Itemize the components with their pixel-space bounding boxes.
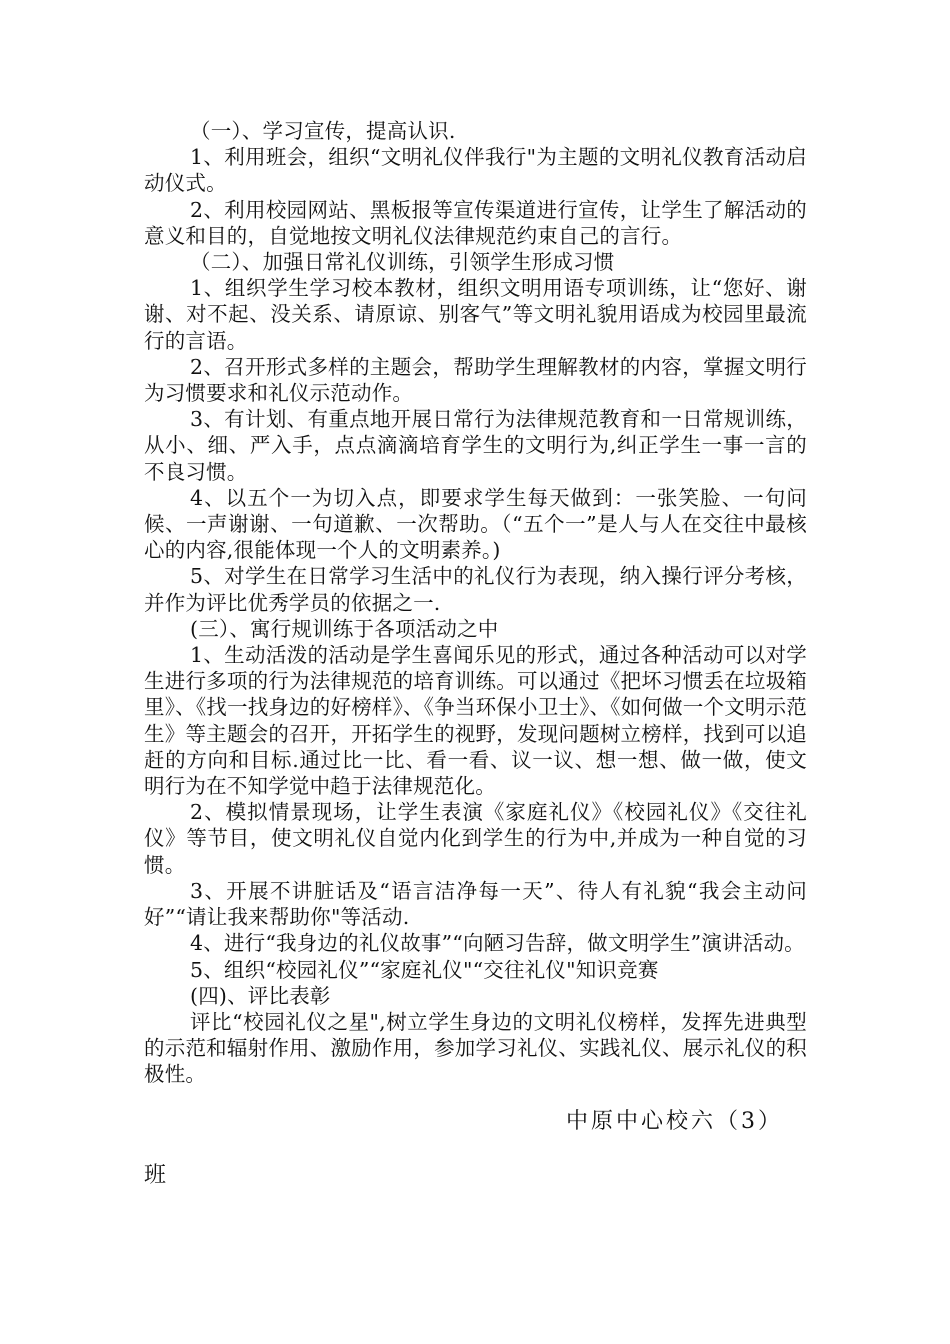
signature-line: 中原中心校六（3） [566, 1109, 783, 1134]
paragraph: 评比“校园礼仪之星",树立学生身边的文明礼仪榜样，发挥先进典型的示范和辐射作用、激励作用，参加学习礼仪、实践礼仪、展示礼仪的积极性。 [144, 1009, 807, 1087]
paragraph: 5、组织“校园礼仪”“家庭礼仪"“交往礼仪"知识竞赛 [190, 957, 659, 982]
section-heading-4: (四)、评比表彰 [190, 983, 331, 1008]
document-body [144, 118, 807, 1088]
paragraph: 2、模拟情景现场，让学生表演《家庭礼仪》《校园礼仪》《交往礼仪》等节目，使文明礼仪自觉内化到学生的行为中,并成为一种自觉的习惯。 [144, 800, 807, 877]
paragraph: 3、有计划、有重点地开展日常行为法律规范教育和一日常规训练，从小、细、严入手，点点滴滴培育学生的文明行为,纠正学生一事一言的不良习惯。 [144, 407, 807, 484]
section-heading-1: （一）、学习宣传，提高认识. [190, 119, 456, 143]
paragraph: 3、开展不讲脏话及“语言洁净每一天”、待人有礼貌“我会主动问好”“请让我来帮助你"等活动. [144, 878, 807, 930]
paragraph: 1、生动活泼的活动是学生喜闻乐见的形式，通过各种活动可以对学生进行多项的行为法律规范的培育训练。可以通过《把坏习惯丢在垃圾箱里》、《找一找身边的好榜样》、《争当环保小卫士》、《如何做一个文明示范生》等主题会的召开，开拓学生的视野，发现问题树立榜样，找到可以追赶的方向和目标.通过比一比、看一看、议一议、想一想、做一做，使文明行为在不知学觉中趋于法律规范化。 [144, 643, 807, 799]
section-heading-2: （二）、加强日常礼仪训练，引领学生形成习惯 [190, 250, 615, 275]
paragraph: 2、召开形式多样的主题会，帮助学生理解教材的内容，掌握文明行为习惯要求和礼仪示范动作。 [144, 354, 807, 406]
paragraph: 5、对学生在日常学习生活中的礼仪行为表现，纳入操行评分考核，并作为评比优秀学员的依据之一. [144, 564, 807, 615]
paragraph: 1、利用班会，组织“文明礼仪伴我行"为主题的文明礼仪教育活动启动仪式。 [144, 145, 807, 196]
signature-tail: 班 [144, 1163, 167, 1188]
paragraph: 1、组织学生学习校本教材，组织文明用语专项训练，让“您好、谢谢、对不起、没关系、请原谅、别客气”等文明礼貌用语成为校园里最流行的言语。 [144, 276, 807, 353]
paragraph: 2、利用校园网站、黑板报等宣传渠道进行宣传，让学生了解活动的意义和目的，自觉地按文明礼仪法律规范约束自己的言行。 [144, 197, 807, 248]
section-heading-3: (三）、寓行规训练于各项活动之中 [190, 616, 499, 641]
paragraph: 4、进行“我身边的礼仪故事”“向陋习告辞，做文明学生”演讲活动。 [190, 931, 805, 956]
paragraph: 4、以五个一为切入点，即要求学生每天做到：一张笑脸、一句问候、一声谢谢、一句道歉、一次帮助。（“五个一”是人与人在交往中最核心的内容,很能体现一个人的文明素养。) [144, 485, 807, 563]
